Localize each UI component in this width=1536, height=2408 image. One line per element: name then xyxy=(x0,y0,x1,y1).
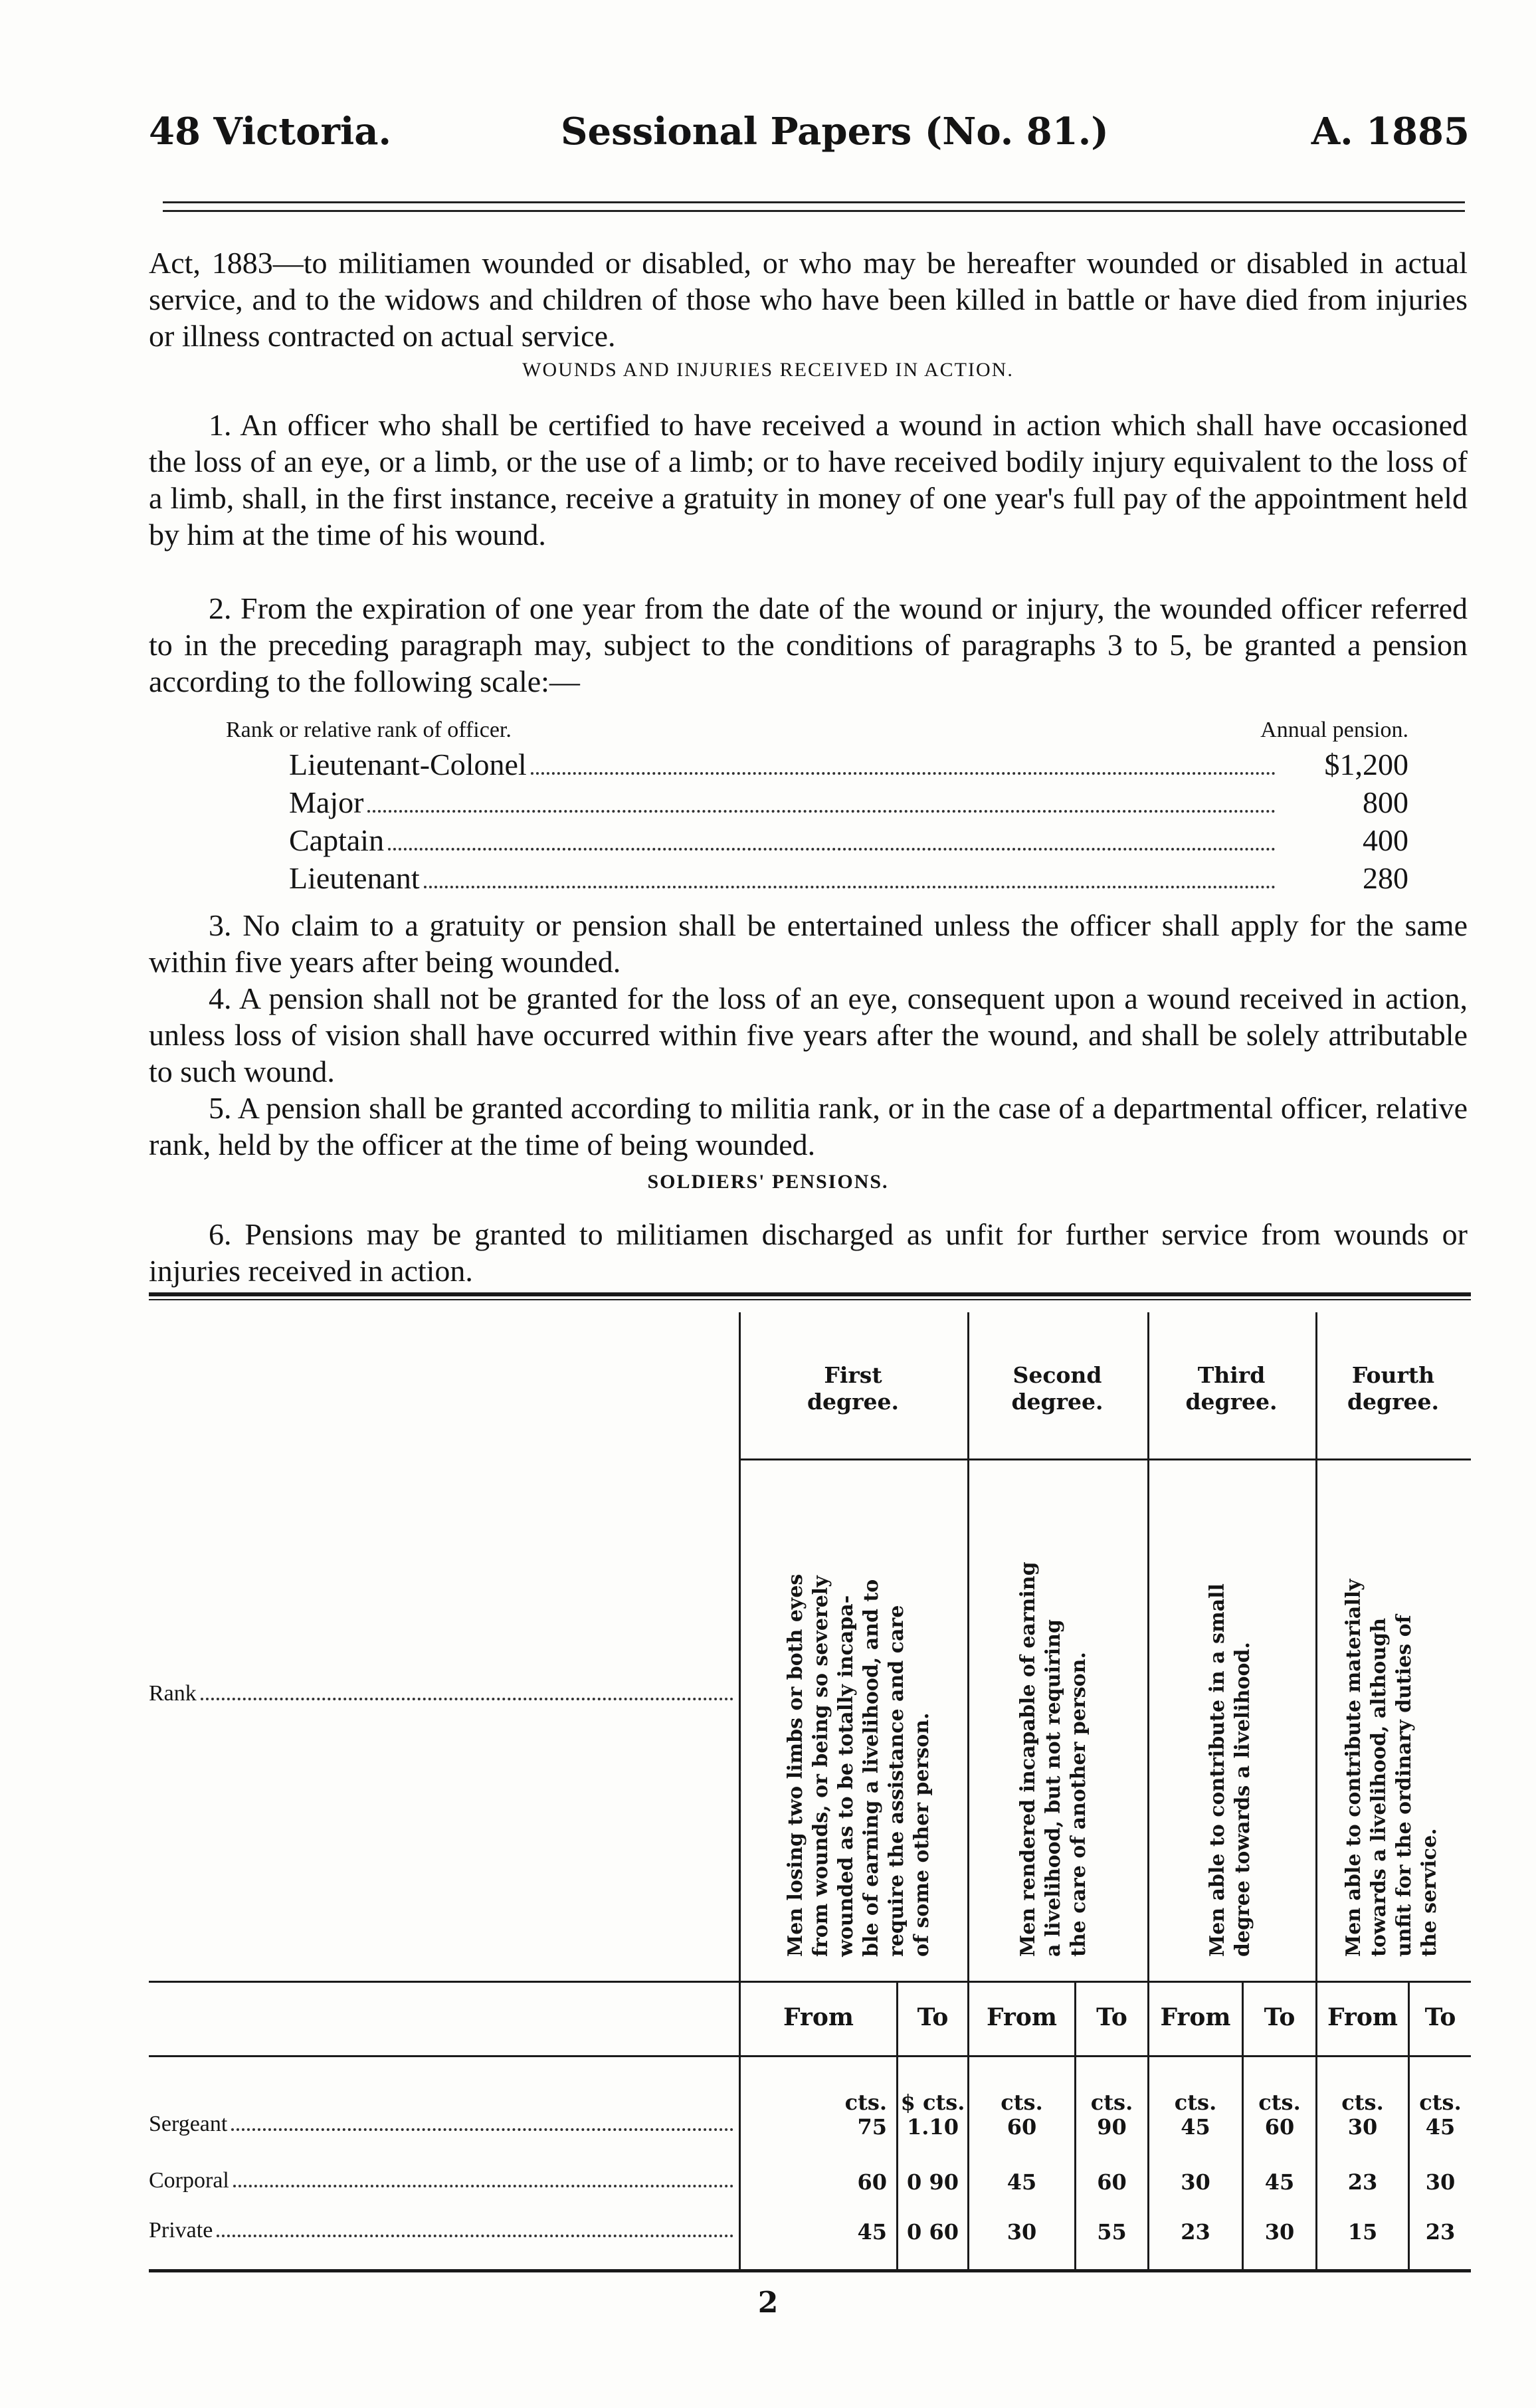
table-row-rank: Private xyxy=(149,2218,733,2243)
paragraph-3: 3. No claim to a gratuity or pension shall be entertained unless the officer shall apply for the same within five years after being wounded. xyxy=(149,908,1468,979)
header-rule xyxy=(163,201,1465,212)
scale-row xyxy=(226,821,1408,859)
table-cell: 30 xyxy=(1425,2169,1456,2195)
paragraph-1: 1. An officer who shall be certified to have received a wound in action which shall have occasioned the loss of an eye, or a limb, or the use of a limb; or to have received bodily injury equivalent to the loss of a limb, shall, in the first instance, receive a gratuity in money of one year's full pay of the appointment held by him at the time of his wound. xyxy=(149,408,1468,552)
scale-row xyxy=(226,859,1408,897)
scale-rank: Lieutenant-Colonel xyxy=(289,748,527,781)
table-cell: 60 xyxy=(1097,2169,1127,2195)
third-degree-description: Men able to contribute in a small degree towards a livelihood. xyxy=(1206,1583,1254,1957)
leader-dots xyxy=(531,772,1276,775)
scale-rank: Major xyxy=(289,785,364,819)
to-label: To xyxy=(917,2003,949,2031)
header-center: Sessional Papers (No. 81.) xyxy=(561,110,1109,153)
pension-table xyxy=(149,1292,1471,2296)
unit-cell: cts. xyxy=(1341,2090,1384,2115)
table-top-rule xyxy=(149,1292,1471,1296)
unit-cell: cts. xyxy=(844,2090,887,2115)
scale-amount: 800 xyxy=(1363,785,1408,819)
table-cell: 0 90 xyxy=(907,2169,959,2195)
leader-dots xyxy=(424,886,1276,888)
leader-dots xyxy=(367,810,1276,813)
table-top-rule-thin xyxy=(149,1299,1471,1300)
intro-paragraph: Act, 1883—to militiamen wounded or disabled, or who may be hereafter wounded or disabled in actual service, and to the widows and children of those who have been killed in battle or have died from injuries or illness contracted on actual service. xyxy=(149,246,1468,353)
table-cell: 60 xyxy=(1264,2114,1295,2140)
pension-scale xyxy=(226,718,1408,897)
header-bottom-rule xyxy=(149,1981,1471,1983)
table-cell: 45 xyxy=(1264,2169,1295,2195)
scale-amount: 400 xyxy=(1363,823,1408,857)
table-cell: 45 xyxy=(1007,2169,1037,2195)
unit-cell: cts. xyxy=(1419,2090,1462,2115)
table-bottom-rule xyxy=(149,2269,1471,2272)
first-degree-header: First degree. xyxy=(807,1362,899,1415)
first-degree-description: Men losing two limbs or both eyes from wounds, or being so severely wounded as to be totally incapa- ble of earning a livelihood, and to require the assistance and care of some other person. xyxy=(784,1573,933,1957)
section-title-soldiers: SOLDIERS' PENSIONS. xyxy=(647,1171,889,1193)
table-cell: 30 xyxy=(1347,2114,1378,2140)
third-degree-header: Third degree. xyxy=(1185,1362,1278,1415)
degree-header-rule xyxy=(741,1458,1471,1460)
to-label: To xyxy=(1096,2003,1127,2031)
table-cell: 55 xyxy=(1097,2219,1127,2245)
from-to-rule xyxy=(149,2055,1471,2057)
rank-label: Rank xyxy=(149,1681,733,1706)
leader-dots xyxy=(217,2235,733,2237)
table-cell: 23 xyxy=(1347,2169,1378,2195)
table-cell: 45 xyxy=(1181,2114,1210,2140)
unit-cell: cts. xyxy=(1001,2090,1043,2115)
to-label: To xyxy=(1264,2003,1296,2031)
scale-amount: $1,200 xyxy=(1324,748,1408,781)
from-label: From xyxy=(1327,2003,1398,2031)
table-cell: 23 xyxy=(1181,2219,1210,2245)
table-cell: 45 xyxy=(857,2219,887,2245)
leader-dots xyxy=(233,2185,733,2187)
header-right: A. 1885 xyxy=(1311,110,1470,153)
from-label: From xyxy=(987,2003,1057,2031)
page-header xyxy=(149,110,1470,169)
table-cell: 60 xyxy=(1007,2114,1037,2140)
from-label: From xyxy=(783,2003,854,2031)
table-cell: 60 xyxy=(857,2169,887,2195)
scale-pension-header: Annual pension. xyxy=(1260,718,1408,742)
scale-rank: Lieutenant xyxy=(289,861,420,895)
paragraph-4: 4. A pension shall not be granted for the loss of an eye, consequent upon a wound received in action, unless loss of vision shall have occurred within five years after the wound, and shall be solely attributable to such wound. xyxy=(149,981,1468,1088)
table-cell: 75 xyxy=(857,2114,887,2140)
fourth-degree-header: Fourth degree. xyxy=(1347,1362,1439,1415)
table-cell: 45 xyxy=(1425,2114,1456,2140)
second-degree-description: Men rendered incapable of earning a livelihood, but not requiring the care of another person. xyxy=(1016,1561,1090,1957)
unit-cell: cts. xyxy=(1258,2090,1301,2115)
page-number: 2 xyxy=(757,2286,779,2320)
leader-dots xyxy=(388,848,1276,851)
table-row-rank: Sergeant xyxy=(149,2112,733,2137)
unit-cell: cts. xyxy=(1174,2090,1217,2115)
table-cell: 0 60 xyxy=(907,2219,959,2245)
fourth-degree-description: Men able to contribute materially towards a livelihood, although unfit for the ordinary duties of the service. xyxy=(1342,1579,1441,1957)
table-cell: 30 xyxy=(1181,2169,1210,2195)
scale-header xyxy=(226,718,1408,743)
table-cell: 30 xyxy=(1007,2219,1037,2245)
unit-cell: $ cts. xyxy=(900,2090,965,2115)
leader-dots xyxy=(201,1698,733,1700)
from-label: From xyxy=(1160,2003,1231,2031)
paragraph-2: 2. From the expiration of one year from the date of the wound or injury, the wounded officer referred to in the preceding paragraph may, subject to the conditions of paragraphs 3 to 5, be granted a pension according to the following scale:— xyxy=(149,591,1468,698)
scale-rank: Captain xyxy=(289,823,385,857)
table-row-rank: Corporal xyxy=(149,2168,733,2193)
scale-row xyxy=(226,783,1408,821)
leader-dots xyxy=(231,2128,733,2131)
scale-row xyxy=(226,746,1408,783)
paragraph-5: 5. A pension shall be granted according to militia rank, or in the case of a departmental officer, relative rank, held by the officer at the time of being wounded. xyxy=(149,1091,1468,1161)
table-cell: 30 xyxy=(1264,2219,1295,2245)
table-cell: 1.10 xyxy=(907,2114,959,2140)
scale-amount: 280 xyxy=(1363,861,1408,895)
second-degree-header: Second degree. xyxy=(1011,1362,1104,1415)
paragraph-6: 6. Pensions may be granted to militiamen discharged as unfit for further service from wounds or injuries received in action. xyxy=(149,1217,1468,1288)
to-label: To xyxy=(1424,2003,1456,2031)
table-cell: 23 xyxy=(1425,2219,1456,2245)
table-cell: 90 xyxy=(1097,2114,1127,2140)
unit-cell: cts. xyxy=(1090,2090,1133,2115)
scale-rank-header: Rank or relative rank of officer. xyxy=(226,718,512,742)
section-title-wounds: WOUNDS AND INJURIES RECEIVED IN ACTION. xyxy=(522,359,1014,381)
table-cell: 15 xyxy=(1347,2219,1378,2245)
header-left: 48 Victoria. xyxy=(149,110,392,153)
